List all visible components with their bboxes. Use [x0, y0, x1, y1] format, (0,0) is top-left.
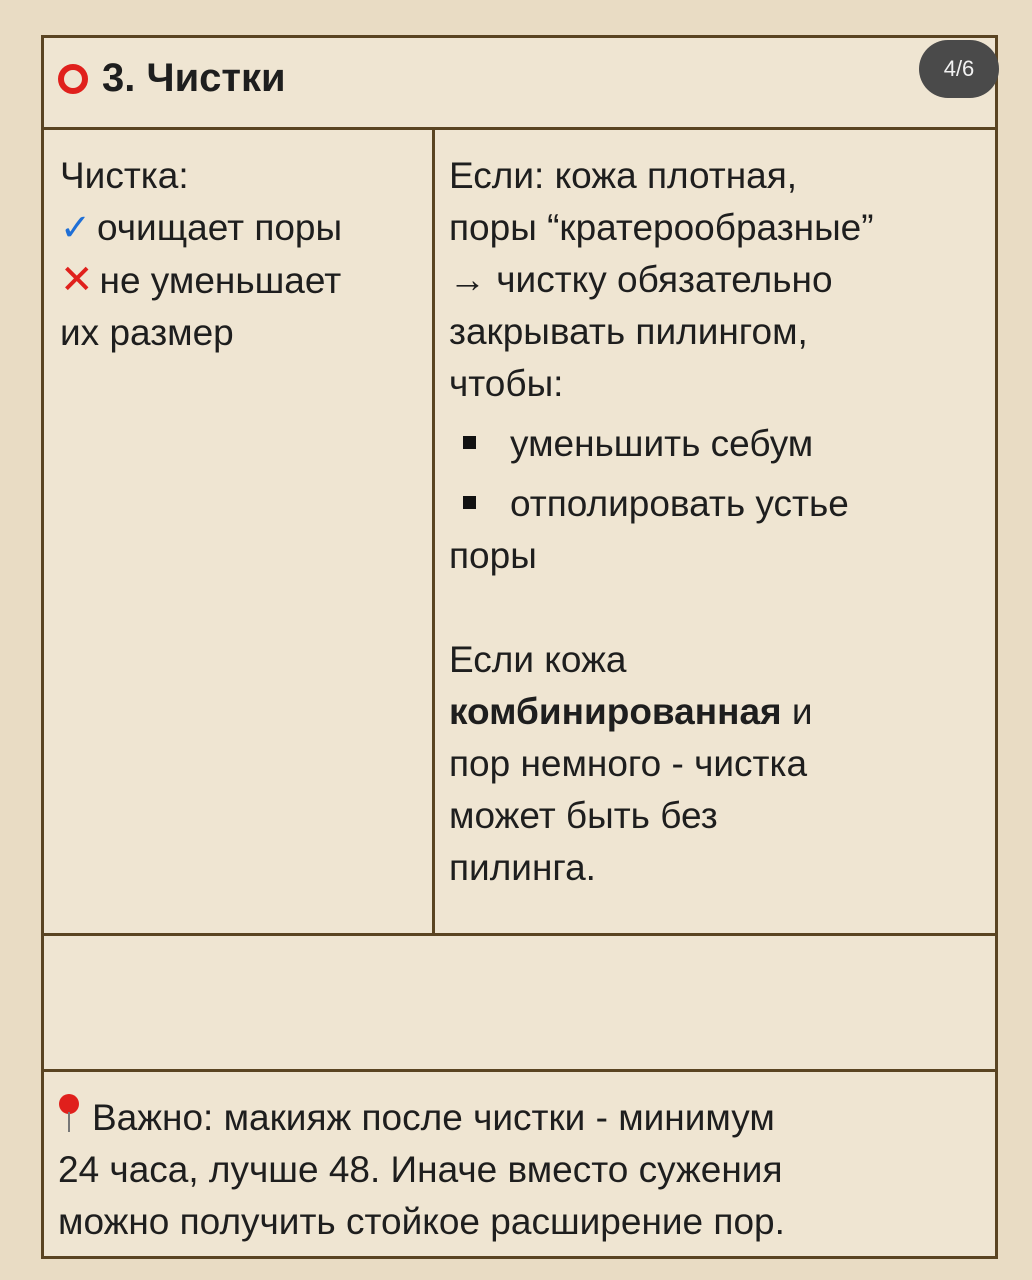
right-line-4: закрывать пилингом,: [449, 311, 808, 352]
header-row: [44, 38, 995, 130]
check-icon: ✓: [60, 207, 92, 248]
red-ring-icon: [58, 64, 88, 94]
right-line-2: поры “кратерообразные”: [449, 207, 874, 248]
note-line-1: [58, 1092, 995, 1144]
pro-text: очищает поры: [97, 207, 343, 248]
bullet-text-2: отполировать устье: [510, 483, 849, 524]
con-continued: их размер: [60, 312, 234, 353]
square-bullet-icon: [463, 496, 476, 509]
para2-line-4: может быть без: [449, 795, 718, 836]
note-text-1: Важно: макияж после чистки - минимум: [92, 1097, 775, 1138]
con-item: [60, 254, 432, 307]
bullet-item: [463, 418, 995, 470]
left-column: [44, 130, 435, 933]
note-line-3: можно получить стойкое расширение пор.: [58, 1201, 785, 1242]
content-row: [44, 130, 995, 936]
card-frame: [41, 35, 998, 1259]
para2-line-3: пор немного - чистка: [449, 743, 808, 784]
right-column: [435, 130, 995, 933]
paragraph-spacer: [449, 582, 995, 634]
left-heading: Чистка:: [60, 155, 189, 196]
right-line-5: чтобы:: [449, 363, 564, 404]
right-line-3: → чистку обязательно: [449, 259, 833, 300]
para2-line-2: [449, 686, 995, 738]
con-text: не уменьшает: [99, 260, 342, 301]
note-row: [44, 1072, 995, 1256]
page-title: 3. Чистки: [102, 56, 286, 100]
empty-row: [44, 936, 995, 1072]
square-bullet-icon: [463, 436, 476, 449]
right-line-1: Если: кожа плотная,: [449, 155, 798, 196]
note-line-2: 24 часа, лучше 48. Иначе вместо сужения: [58, 1149, 783, 1190]
para2-line-1: Если кожа: [449, 639, 627, 680]
pro-item: [60, 202, 432, 254]
bullet-text-1: уменьшить себум: [510, 423, 814, 464]
pin-icon: [58, 1094, 80, 1134]
para2-line-5: пилинга.: [449, 847, 596, 888]
cross-icon: ✕: [60, 258, 94, 302]
bullet-item: [463, 478, 995, 530]
page-counter-badge: 4/6: [919, 40, 999, 98]
title-wrap: [58, 56, 286, 101]
para2-bold-suffix: и: [781, 691, 813, 732]
para2-bold-word: комбинированная: [449, 691, 782, 732]
bullet-continued: поры: [449, 535, 537, 576]
